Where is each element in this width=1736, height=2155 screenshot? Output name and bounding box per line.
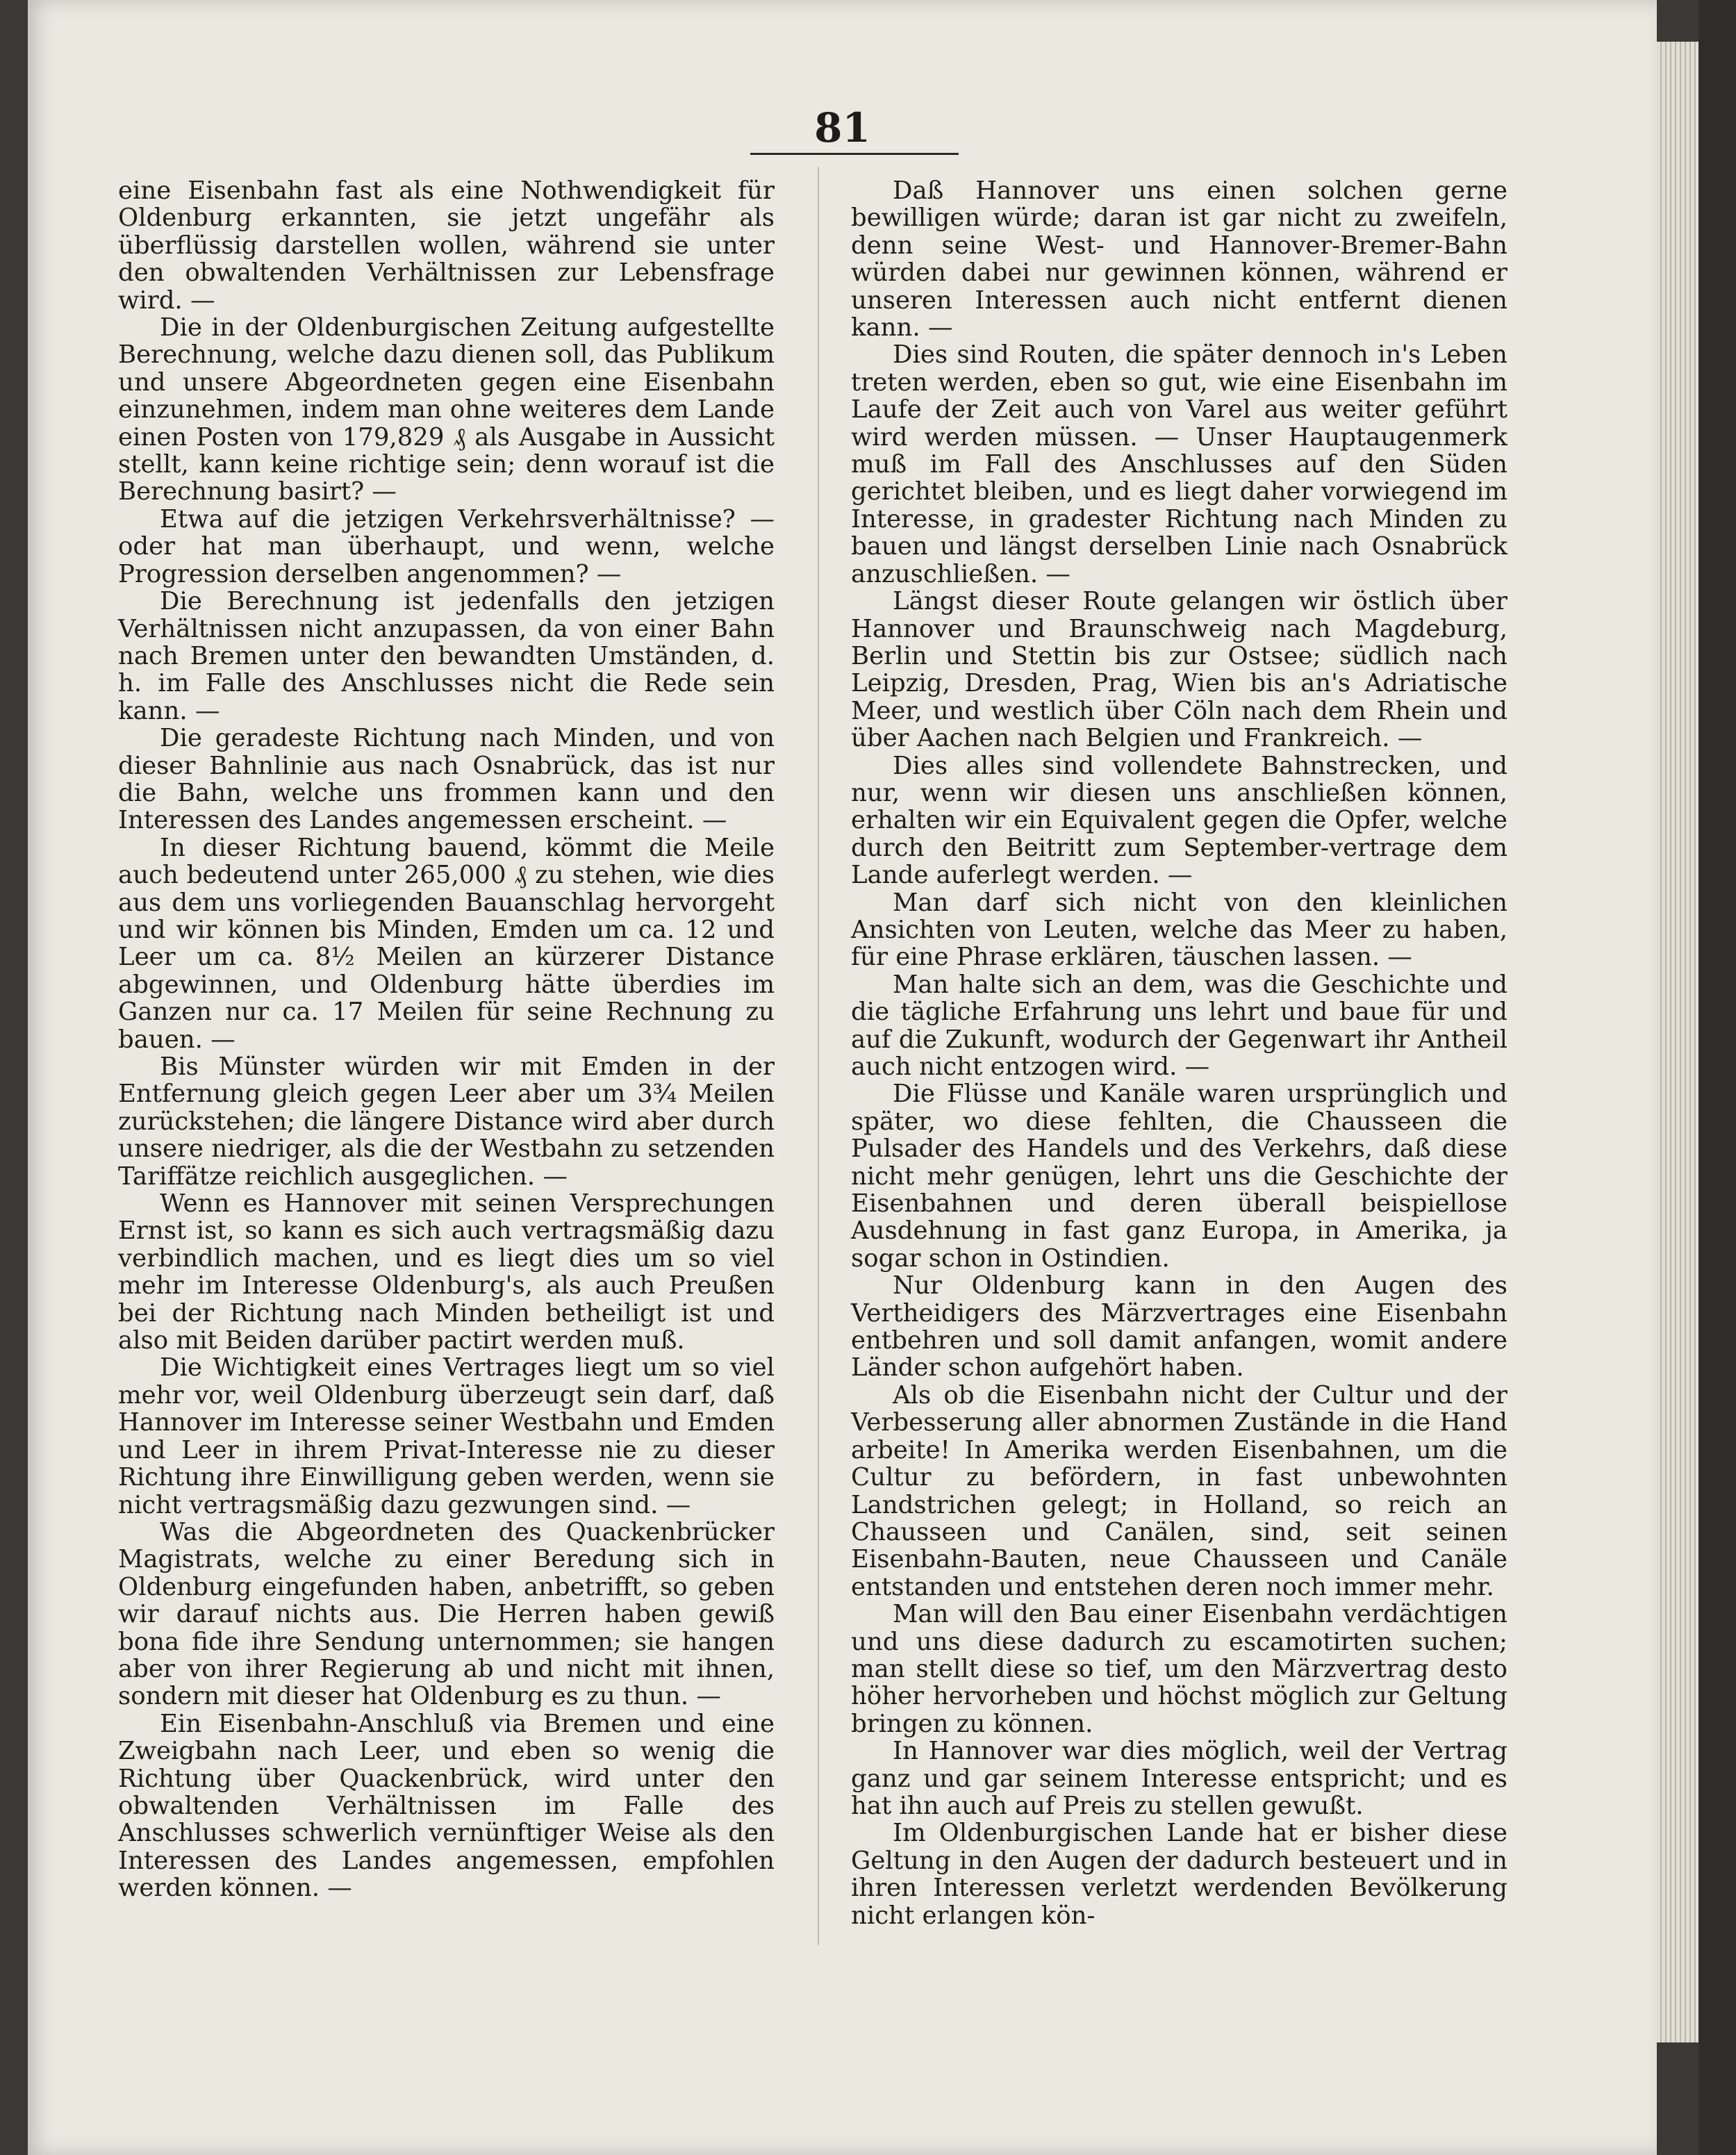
paragraph: Dies alles sind vollendete Bahnstrecken, und nur, wenn wir diesen uns anschließen können, erhalten wir ein Equivalent gegen die Opfer, welche durch den Beitritt zum September-vertrage dem Lande auferlegt werden. — [851,751,1507,890]
page-edges [1657,42,1698,2042]
right-column [851,176,1507,1930]
book-cover-edge [1698,0,1736,2155]
paragraph: Die in der Oldenburgischen Zeitung aufgestellte Berechnung, welche dazu dienen soll, das Publikum und unsere Abgeordneten gegen eine Eisenbahn einzunehmen, indem man ohne weiteres dem Lande einen Posten von 179,829 ₰ als Ausgabe in Aussicht stellt, kann keine richtige sein; denn worauf ist die Berechnung basirt? — [118,313,775,506]
paragraph: Wenn es Hannover mit seinen Versprechungen Ernst ist, so kann es sich auch vertragsmäßig dazu verbindlich machen, und es liegt dies um so viel mehr im Interesse Oldenburg's, als auch Preußen bei der Richtung nach Minden betheiligt ist und also mit Beiden darüber pactirt werden muß. [118,1189,775,1355]
paragraph: eine Eisenbahn fast als eine Nothwendigkeit für Oldenburg erkannten, sie jetzt ungefähr als überflüssig darstellen wollen, während sie unter den obwaltenden Verhältnissen zur Lebensfrage wird. — [118,176,775,315]
page-number: 81 [814,104,870,151]
paragraph: Man will den Bau einer Eisenbahn verdächtigen und uns diese dadurch zu escamotirten suchen; man stellt diese so tief, um den Märzvertrag desto höher hervorheben und höchst möglich zur Geltung bringen zu können. [851,1600,1507,1738]
paragraph: In Hannover war dies möglich, weil der Vertrag ganz und gar seinem Interesse entspricht; und es hat ihn auch auf Preis zu stellen gewußt. [851,1737,1507,1820]
paragraph: Die Flüsse und Kanäle waren ursprünglich und später, wo diese fehlten, die Chausseen die Pulsader des Handels und des Verkehrs, daß diese nicht mehr genügen, lehrt uns die Geschichte der Eisenbahnen und deren überall beispiellose Ausdehnung in fast ganz Europa, in Amerika, ja sogar schon in Ostindien. [851,1080,1507,1273]
paragraph: Ein Eisenbahn-Anschluß via Bremen und eine Zweigbahn nach Leer, und eben so wenig die Richtung über Quackenbrück, wird unter den obwaltenden Verhältnissen im Falle des Anschlusses schwerlich vernünftiger Weise als den Interessen des Landes angemessen, empfohlen werden können. — [118,1709,775,1903]
paragraph: Etwa auf die jetzigen Verkehrsverhältnisse? — oder hat man überhaupt, und wenn, welche Progression derselben angenommen? — [118,504,775,588]
book-page [28,0,1657,2155]
column-divider [818,167,819,1945]
header-rule [750,153,959,155]
paragraph: Was die Abgeordneten des Quackenbrücker Magistrats, welche zu einer Beredung sich in Oldenburg eingefunden haben, anbetrifft, so geben wir darauf nichts aus. Die Herren haben gewiß bona fide ihre Sendung unternommen; sie hangen aber von ihrer Regierung ab und nicht mit ihnen, sondern mit dieser hat Oldenburg es zu thun. — [118,1517,775,1711]
paragraph: Man halte sich an dem, was die Geschichte und die tägliche Erfahrung uns lehrt und baue für und auf die Zukunft, wodurch der Gegenwart ihr Antheil auch nicht entzogen wird. — [851,970,1507,1081]
paragraph: Daß Hannover uns einen solchen gerne bewilligen würde; daran ist gar nicht zu zweifeln, denn seine West- und Hannover-Bremer-Bahn würden dabei nur gewinnen können, während er unseren Interessen auch nicht entfernt dienen kann. — [851,176,1507,342]
paragraph: Die Berechnung ist jedenfalls den jetzigen Verhältnissen nicht anzupassen, da von einer Bahn nach Bremen unter den bewandten Umständen, d. h. im Falle des Anschlusses nicht die Rede sein kann. — [118,587,775,725]
paragraph: Die geradeste Richtung nach Minden, und von dieser Bahnlinie aus nach Osnabrück, das ist nur die Bahn, welche uns frommen kann und den Interessen des Landes angemessen erscheint. — [118,724,775,835]
left-column [118,177,775,1914]
paragraph: Im Oldenburgischen Lande hat er bisher diese Geltung in den Augen der dadurch besteuert und in ihren Interessen verletzt werdenden Bevölkerung nicht erlangen kön- [851,1819,1507,1930]
paragraph: Bis Münster würden wir mit Emden in der Entfernung gleich gegen Leer aber um 3¾ Meilen zurückstehen; die längere Distance wird aber durch unsere niedriger, als die der Westbahn zu setzenden Tariffätze reichlich ausgeglichen. — [118,1052,775,1191]
paragraph: Längst dieser Route gelangen wir östlich über Hannover und Braunschweig nach Magdeburg, Berlin und Stettin bis zur Ostsee; südlich nach Leipzig, Dresden, Prag, Wien bis an's Adriatische Meer, und westlich über Cöln nach dem Rhein und über Aachen nach Belgien und Frankreich. — [851,587,1507,753]
paragraph: Man darf sich nicht von den kleinlichen Ansichten von Leuten, welche das Meer zu haben, für eine Phrase erklären, täuschen lassen. — [851,888,1507,972]
paragraph: Dies sind Routen, die später dennoch in's Leben treten werden, eben so gut, wie eine Eisenbahn im Laufe der Zeit auch von Varel aus weiter geführt wird werden müssen. — Unser Hauptaugenmerk muß im Fall des Anschlusses auf den Süden gerichtet bleiben, und es liegt daher vorwiegend im Interesse, in gradester Richtung nach Minden zu bauen und längst derselben Linie nach Osnabrück anzuschließen. — [851,340,1507,588]
paragraph: Als ob die Eisenbahn nicht der Cultur und der Verbesserung aller abnormen Zustände in die Hand arbeite! In Amerika werden Eisenbahnen, um die Cultur zu befördern, in fast unbewohnten Landstrichen gelegt; in Holland, so reich an Chausseen und Canälen, sind, seit seinen Eisenbahn-Bauten, neue Chausseen und Canäle entstanden und entstehen deren noch immer mehr. [851,1380,1507,1601]
paragraph: Nur Oldenburg kann in den Augen des Vertheidigers des Märzvertrages eine Eisenbahn entbehren und soll damit anfangen, womit andere Länder schon aufgehört haben. [851,1271,1507,1382]
paragraph: In dieser Richtung bauend, kömmt die Meile auch bedeutend unter 265,000 ₰ zu stehen, wie dies aus dem uns vorliegenden Bauanschlag hervorgeht und wir können bis Minden, Emden um ca. 12 und Leer um ca. 8½ Meilen an kürzerer Distance abgewinnen, und Oldenburg hätte überdies im Ganzen nur ca. 17 Meilen für seine Rechnung zu bauen. — [118,833,775,1054]
paragraph: Die Wichtigkeit eines Vertrages liegt um so viel mehr vor, weil Oldenburg überzeugt sein darf, daß Hannover im Interesse seiner Westbahn und Emden und Leer in ihrem Privat-Interesse nie zu dieser Richtung ihre Einwilligung geben werden, wenn sie nicht vertragsmäßig dazu gezwungen sind. — [118,1353,775,1519]
